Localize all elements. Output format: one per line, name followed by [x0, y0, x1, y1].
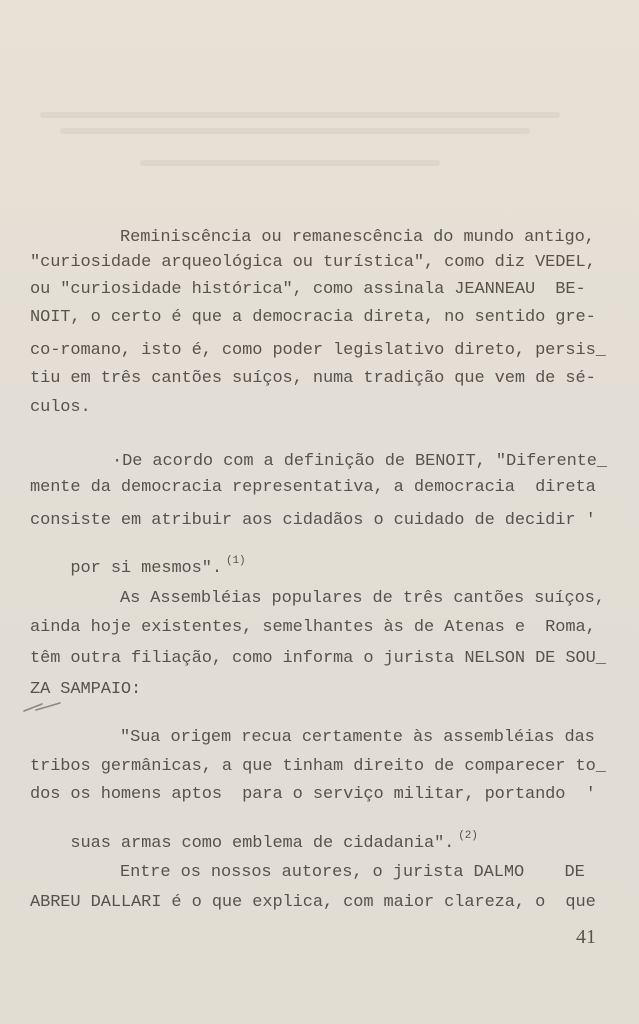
text-line: Entre os nossos autores, o jurista DALMO DE [120, 863, 585, 882]
text-line: dos os homens aptos para o serviço militar, portando ' [30, 785, 596, 804]
text-line: culos. [30, 398, 91, 417]
footnote-marker: (2) [458, 830, 478, 842]
text-line: NOIT, o certo é que a democracia direta, no sentido gre- [30, 308, 596, 327]
bleed-through-mark [60, 128, 530, 134]
text-line: ou "curiosidade histórica", como assinala JEANNEAU BE- [30, 280, 586, 299]
pen-mark-icon [22, 700, 64, 714]
text-line: tribos germânicas, a que tinham direito de comparecer to_ [30, 757, 606, 776]
text-line: "Sua origem recua certamente às assembléias das [120, 728, 595, 747]
text-line-content: por si mesmos". [70, 559, 222, 578]
text-line: ·De acordo com a definição de BENOIT, "Diferente_ [112, 452, 607, 471]
bleed-through-mark [140, 160, 440, 166]
text-line: co-romano, isto é, como poder legislativo direto, persis_ [30, 341, 606, 360]
text-line: ainda hoje existentes, semelhantes às de Atenas e Roma, [30, 618, 596, 637]
bleed-through-mark [40, 112, 560, 118]
text-line-content: suas armas como emblema de cidadania". [70, 834, 455, 853]
text-line: mente da democracia representativa, a democracia direta [30, 478, 596, 497]
page-number: 41 [576, 926, 596, 948]
text-line: Reminiscência ou remanescência do mundo antigo, [120, 228, 595, 247]
text-line: têm outra filiação, como informa o jurista NELSON DE SOU_ [30, 649, 606, 668]
text-line: As Assembléias populares de três cantões suíços, [120, 589, 605, 608]
footnote-marker: (1) [225, 555, 246, 567]
text-line: ABREU DALLARI é o que explica, com maior clareza, o que [30, 893, 596, 912]
text-line: ZA SAMPAIO: [30, 680, 142, 699]
text-line: "curiosidade arqueológica ou turística", como diz VEDEL, [30, 253, 596, 272]
text-line: consiste em atribuir aos cidadãos o cuidado de decidir ' [30, 511, 596, 530]
text-line: tiu em três cantões suíços, numa tradição que vem de sé- [30, 369, 596, 388]
